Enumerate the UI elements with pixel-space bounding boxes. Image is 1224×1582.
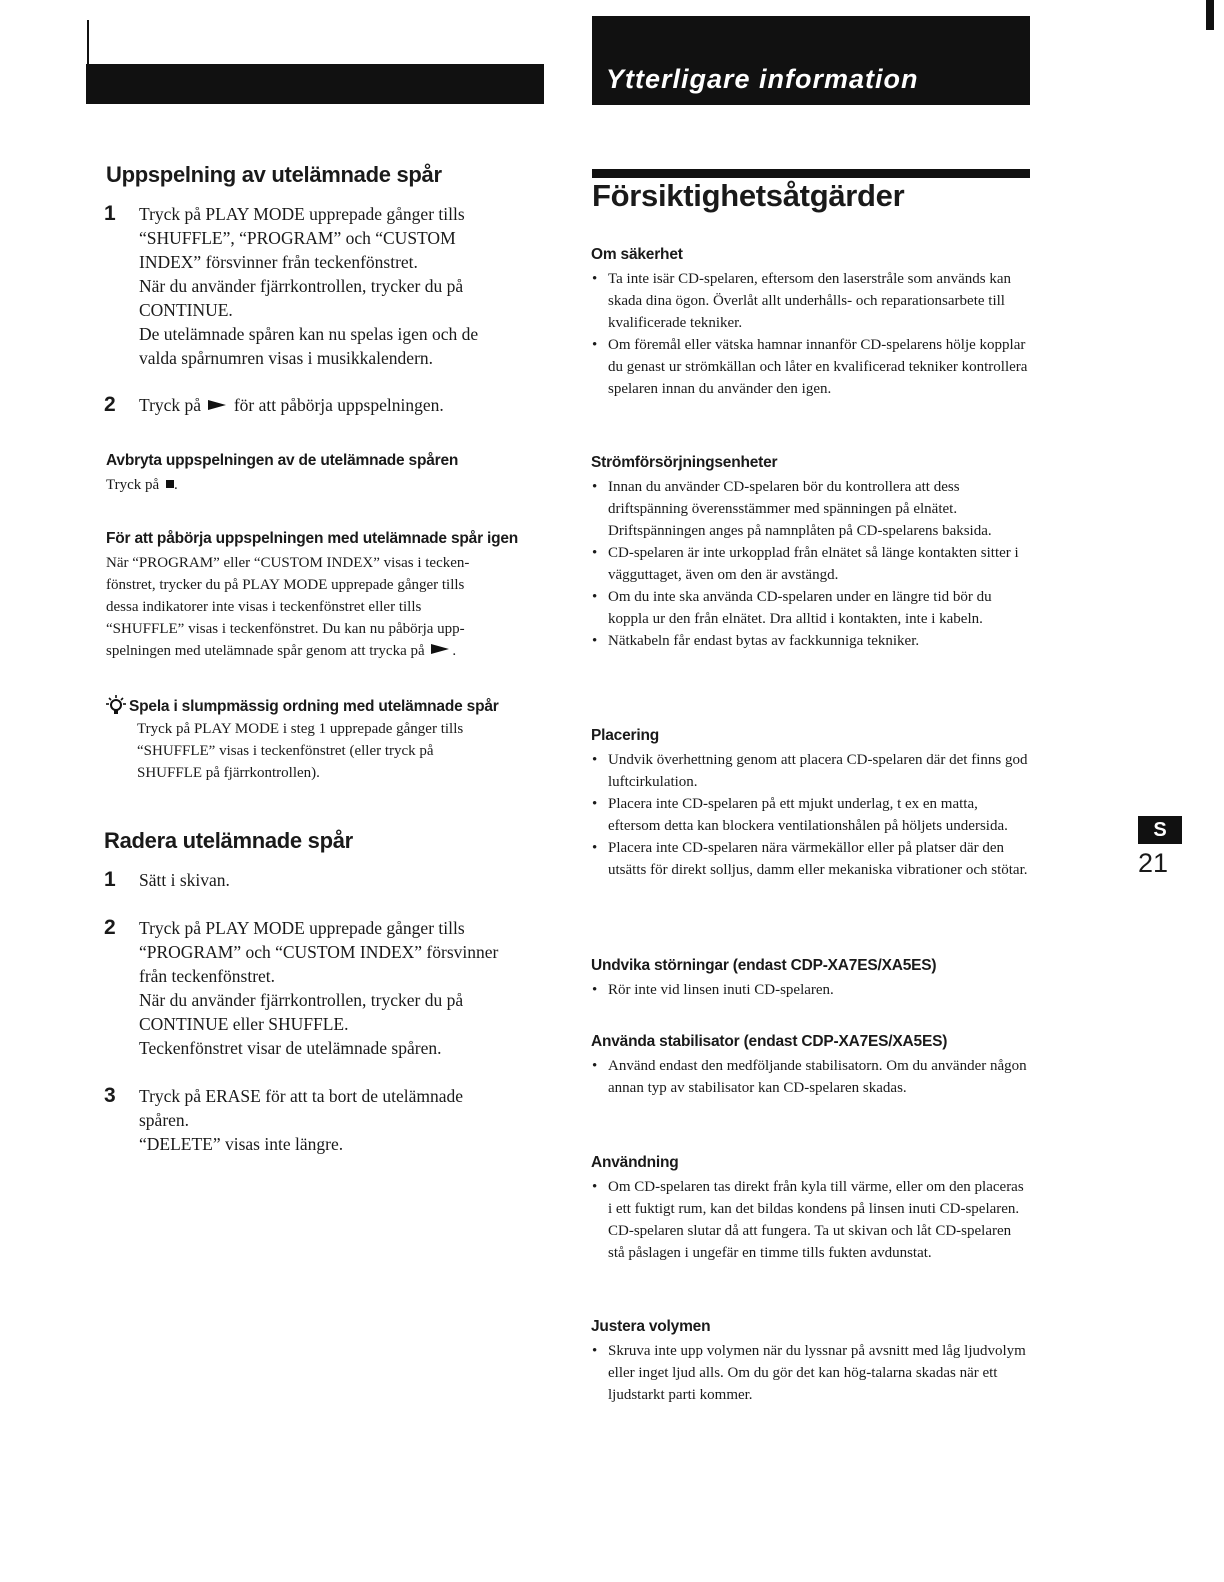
step-line: från teckenfönstret. [139,966,276,986]
list-item: • Om CD-spelaren tas direkt från kyla till värme, eller om den placeras i ett fuktigt rum, kan det bildas kondens på linsen inuti CD-spelaren. CD-spelaren slutar då att fungera. Ta ut skivan och låt CD-spelaren stå påslagen i ungefär en timme tills fukten avdunstat. [591,1176,1031,1264]
step-line: När du använder fjärrkontrollen, trycker du på [139,990,464,1010]
list-item: • Ta inte isär CD-spelaren, eftersom den laserstråle som används kan skada dina ögon. Överlåt allt underhålls- och reparationsarbete till kvalificerade tekniker. [591,268,1031,334]
step-line: Tryck på PLAY MODE upprepade gånger tills [139,204,465,224]
step-line: Teckenfönstret visar de utelämnade spåren. [139,1038,442,1058]
precaution-list [591,749,1031,881]
erase-step-1 [104,868,544,892]
cancel-text: Tryck på . [106,477,178,493]
title-rule [592,169,1030,178]
step-number: 1 [104,868,116,891]
tip-line: Tryck på PLAY MODE i steg 1 upprepade gånger tills [137,721,464,737]
step-line: valda spårnumren visas i musikkalendern. [139,348,434,368]
erase-step-3 [104,1084,544,1156]
step-1 [104,202,544,370]
heading-radera: Radera utelämnade spår [104,828,353,853]
restart-text: När “PROGRAM” eller “CUSTOM INDEX” visas i tecken- fönstret, trycker du på PLAY MODE upprepade gånger tills dessa indikatorer inte visas i teckenfönstret eller tills “SHUFFLE” visas i teckenfönstret. Du kan nu påbörja upp- spelningen med utelämnade spår genom att trycka på . [106,552,546,662]
list-item: • Skruva inte upp volymen när du lyssnar på avsnitt med låg ljudvolym eller inget ljud alls. Om du gör det kan hög-talarna skadas när ett ljudstarkt parti kommer. [591,1340,1031,1406]
tip-line: “SHUFFLE” visas i teckenfönstret (eller tryck på [137,743,434,759]
step-number: 1 [104,202,116,225]
tip-title: Spela i slumpmässig ordning med utelämnade spår [129,698,499,715]
stop-icon [166,480,174,488]
precaution-section [591,454,1031,652]
restart-line: När “PROGRAM” eller “CUSTOM INDEX” visas i tecken- [106,555,470,571]
step-text [139,1084,544,1156]
header-bar-left [86,64,544,104]
precaution-list [591,1176,1031,1264]
page-number: 21 [1138,848,1169,878]
step-line: spåren. [139,1110,190,1130]
precaution-list [591,979,1031,1001]
precaution-heading: Undvika störningar (endast CDP-XA7ES/XA5ES) [591,957,937,974]
restart-last-line: spelningen med utelämnade spår genom att trycka på [106,643,425,659]
step-line: När du använder fjärrkontrollen, trycker du på [139,276,464,296]
restart-line: fönstret, trycker du på PLAY MODE upprepade gånger tills [106,577,465,593]
precaution-list [591,1055,1031,1099]
list-item: • Rör inte vid linsen inuti CD-spelaren. [591,979,1031,1001]
heading-paborja: För att påbörja uppspelningen med utelämnade spår igen [106,530,519,547]
tip-heading [106,694,499,716]
list-item: • Placera inte CD-spelaren nära värmekällor eller på platser där den utsätts för direkt solljus, damm eller mekaniska vibrationer och stötar. [591,837,1031,881]
precaution-list [591,268,1031,400]
precaution-heading: Använda stabilisator (endast CDP-XA7ES/XA5ES) [591,1033,948,1050]
margin-tick [87,20,89,68]
step-line: “SHUFFLE”, “PROGRAM” och “CUSTOM [139,228,456,248]
step-line: INDEX” försvinner från teckenfönstret. [139,252,418,272]
step-line: Tryck på ERASE för att ta bort de utelämnade [139,1086,463,1106]
precaution-section [591,957,1031,1001]
precaution-heading: Strömförsörjningsenheter [591,454,778,471]
step-number: 2 [104,916,116,939]
list-item: • Undvik överhettning genom att placera CD-spelaren där det finns god luftcirkulation. [591,749,1031,793]
restart-line: “SHUFFLE” visas i teckenfönstret. Du kan nu påbörja upp- [106,621,465,637]
step-line: “PROGRAM” och “CUSTOM INDEX” försvinner [139,942,499,962]
play-icon [431,644,449,654]
restart-line: dessa indikatorer inte visas i teckenfönstret eller tills [106,599,422,615]
step-text-before: Tryck på [139,395,202,415]
precaution-heading: Om säkerhet [591,246,683,263]
precaution-list [591,1340,1031,1406]
list-item: • Om föremål eller vätska hamnar innanför CD-spelarens hölje kopplar du genast ur strömkällan och låter en kvalificerad tekniker kontrollera spelaren innan du använder den igen. [591,334,1031,400]
heading-avbryta: Avbryta uppspelningen av de utelämnade spåren [106,452,459,469]
precaution-section [591,1033,1031,1099]
list-item: • Använd endast den medföljande stabilisatorn. Om du använder någon annan typ av stabilisator kan CD-spelaren skadas. [591,1055,1031,1099]
step-line: “DELETE” visas inte längre. [139,1134,344,1154]
precaution-section [591,727,1031,881]
precaution-heading: Placering [591,727,659,744]
step-text-after: för att påbörja uppspelningen. [233,395,444,415]
step-number: 2 [104,393,116,416]
precaution-section [591,246,1031,400]
precaution-list [591,476,1031,652]
step-text: Sätt i skivan. [139,870,230,890]
step-line: De utelämnade spåren kan nu spelas igen och de [139,324,479,344]
step-line: CONTINUE. [139,300,233,320]
lightbulb-tip-icon [106,694,126,716]
page-title: Försiktighetsåtgärder [592,178,905,213]
play-icon [208,400,226,410]
list-item: • CD-spelaren är inte urkopplad från elnätet så länge kontakten sitter i vägguttaget, även om den är avstängd. [591,542,1031,586]
list-item: • Innan du använder CD-spelaren bör du kontrollera att dess driftspänning överensstämmer med spänningen på elnätet. Driftspänningen anges på namnplåten på CD-spelarens baksida. [591,476,1031,542]
edge-mark [1206,0,1214,30]
step-text [139,202,544,370]
list-item: • Om du inte ska använda CD-spelaren under en längre tid bör du koppla ur den från elnätet. Dra alltid i kontakten, inte i kabeln. [591,586,1031,630]
erase-step-2 [104,916,544,1060]
step-text [139,393,544,417]
tip-line: SHUFFLE på fjärrkontrollen). [137,765,320,781]
step-line: Tryck på PLAY MODE upprepade gånger tills [139,918,465,938]
precaution-section [591,1318,1031,1406]
step-line: CONTINUE eller SHUFFLE. [139,1014,349,1034]
precaution-section [591,1154,1031,1264]
precaution-heading: Justera volymen [591,1318,711,1335]
step-text [139,916,544,1060]
tip-text [137,718,547,784]
section-header-title: Ytterligare information [606,64,919,94]
step-2 [104,393,544,417]
list-item: • Nätkabeln får endast bytas av fackkunniga tekniker. [591,630,1031,652]
language-badge: S [1138,816,1182,844]
step-number: 3 [104,1084,116,1107]
header-bar-right [592,16,1030,105]
list-item: • Placera inte CD-spelaren på ett mjukt underlag, t ex en matta, eftersom detta kan blockera ventilationshålen på höljets undersida. [591,793,1031,837]
restart-lines [106,552,546,640]
heading-uppspelning: Uppspelning av utelämnade spår [106,162,442,187]
precaution-heading: Användning [591,1154,679,1171]
cancel-text-label: Tryck på [106,477,160,493]
